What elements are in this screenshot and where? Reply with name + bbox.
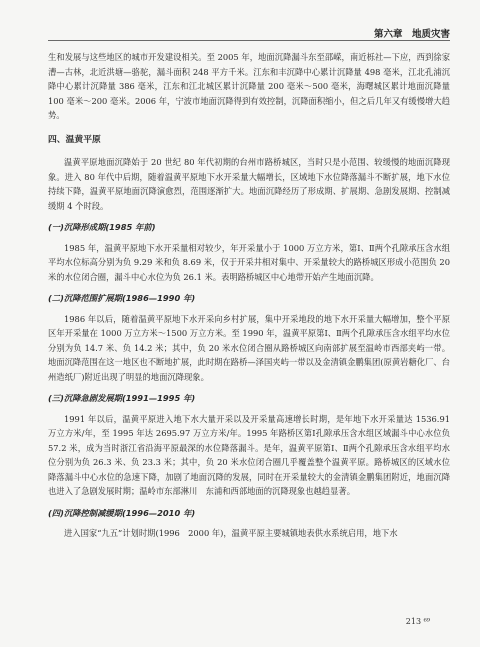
paragraph: 温黄平原地面沉降始于 20 世纪 80 年代初期的台州市路桥城区，当时只是小范围、较缓慢的地面沉降现象。进入 80 年代中后期，随着温黄平原地下水开采量大幅增长，区域地下水位降落漏斗不断扩展，地下水位持续下降，温黄平原地面沉降演愈烈，范围逐渐扩大。地面沉降经历了形成期、扩展期、急剧发展期、控制减缓期 4 个时段。 <box>48 157 450 211</box>
paragraph: 生和发展与这些地区的城市开发建设相关。至 2005 年，地面沉降漏斗东至邵嵘，南近栎社—下应，西到徐家漕—古林，北近洪塘—骆驼，漏斗面积 248 平方千米。江东和丰沉降中心累计沉降量 498 毫米，江北孔浦沉降中心累计沉降量 386 毫米，江东和江北城区累计沉降量 200 毫米～500 毫米，海曙城区累计地面沉降量 100 毫米～200 毫米。2006 年，宁波市地面沉降得到有效控制，沉降面积缩小，但之后几年又有缓慢增大趋势。 <box>48 52 450 120</box>
subsection-heading: (四)沉降控制减缓期(1996—2010 年) <box>48 507 196 518</box>
chapter-title: 第六章 地质灾害 <box>373 29 450 40</box>
paragraph: 进入国家“九五”计划时期(1996 2000 年)，温黄平原主要城镇地表供水系统启用，地下水 <box>64 528 398 538</box>
subsection-heading: (三)沉降急剧发展期(1991—1995 年) <box>48 393 196 403</box>
page-number: 213 ⁶⁹ <box>405 617 430 626</box>
page-header <box>0 0 480 44</box>
paragraph: 1986 年以后，随着温黄平原地下水开采向乡村扩展，集中开采地段的地下水开采量大幅增加，整个平原区年开采量在 1000 万立方米～1500 万立方米。至 1990 年，温黄平原第Ⅰ、Ⅱ两个孔隙承压含水组平均水位分别为负 14.7 米、负 14.2 米；其中，负 20 米水位闭合圈从路桥城区向南部扩展至温岭市西部夹屿一带。地面沉降范围在这一地区也不断地扩展，此时期在路桥—泽国夹屿一带以及金清镇金鹏集团(原黄岩糖化厂、台州造纸厂)附近出现了明显的地面沉降现象。 <box>48 313 450 382</box>
subsection-heading: (二)沉降范围扩展期(1986—1990 年) <box>48 293 196 303</box>
paragraph: 1991 年以后，温黄平原进入地下水大量开采以及开采量高速增长时期，是年地下水开采量达 1536.91 万立方米/年，至 1995 年达 2695.97 万立方米/年。1995 年路桥区第Ⅰ孔隙承压含水组区域漏斗中心水位负 57.2 米，成为当时浙江省沿海平原最深的水位降落漏斗。是年，温黄平原第Ⅰ、Ⅱ两个孔隙承压含水组平均水位分别为负 26.3 米、负 23.3 米；其中，负 20 米水位闭合圈几乎覆盖整个温黄平原。路桥城区的区域水位降落漏斗中心水位的急速下降，加剧了地面沉降的发展，同时在开采量较大的金清镇金鹏集团附近，地面沉降也进入了急剧发展时期；温岭市东部淋川 东浦和西部地面的沉降现象也越趋显著。 <box>48 413 450 496</box>
section-heading: 四、温黄平原 <box>48 134 101 145</box>
subsection-heading: (一)沉降形成期(1985 年前) <box>48 222 156 232</box>
body-text <box>48 50 450 541</box>
header-rule <box>48 40 450 41</box>
paragraph: 1985 年，温黄平原地下水开采量相对较少，年开采量小于 1000 万立方米，第Ⅰ、Ⅱ两个孔隙承压含水组平均水位标高分别为负 9.29 米和负 8.69 米，仅于开采井相对集中、开采量较大的路桥城区形成小范围负 20 米的水位闭合圈，漏斗中心水位为负 26.1 米。表明路桥城区中心地带开始产生地面沉降。 <box>48 242 450 282</box>
